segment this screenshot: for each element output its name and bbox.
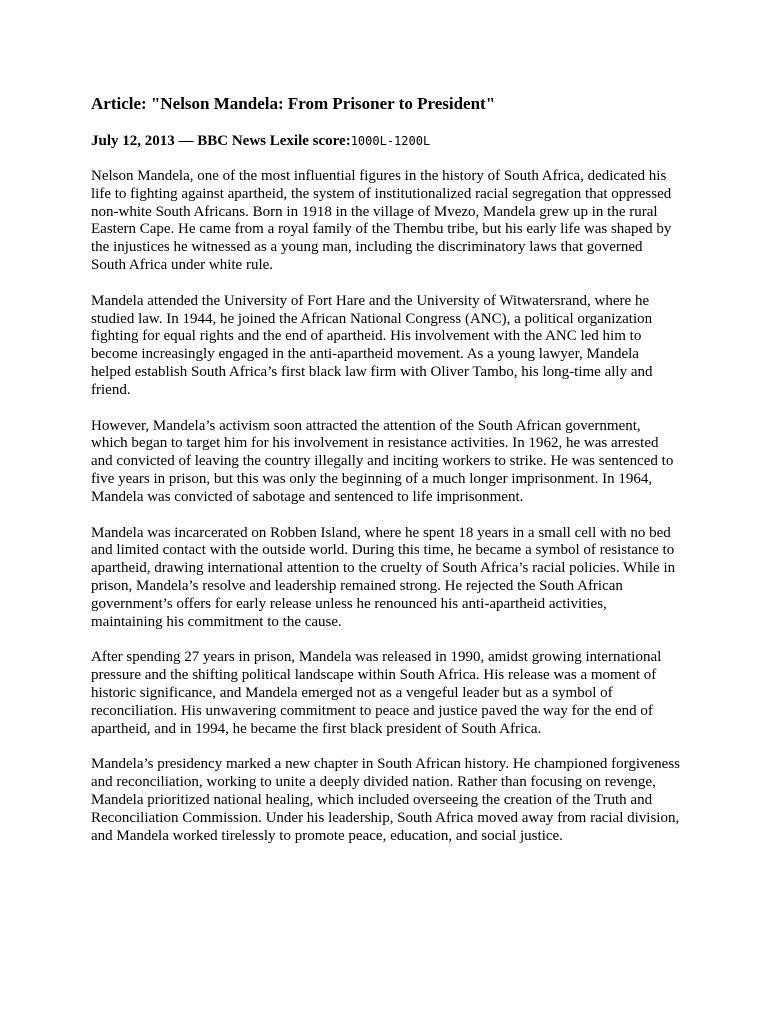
article-date-source: July 12, 2013 — BBC News Lexile score: xyxy=(91,133,351,149)
document-page xyxy=(91,93,681,863)
lexile-score: 1000L-1200L xyxy=(350,134,431,148)
paragraph-3: However, Mandela’s activism soon attracted the attention of the South African government, which began to target him for his involvement in resistance activities. In 1962, he was arrested and convicted of leaving the country illegally and inciting workers to strike. He was sentenced to five years in prison, but this was only the beginning of a much longer imprisonment. In 1964, Mandela was convicted of sabotage and sentenced to life imprisonment. xyxy=(91,417,674,505)
paragraph-4: Mandela was incarcerated on Robben Island, where he spent 18 years in a small cell with no bed and limited contact with the outside world. During this time, he became a symbol of resistance to apartheid, drawing international attention to the cruelty of South Africa’s racial policies. While in prison, Mandela’s resolve and leadership remained strong. He rejected the South African government’s offers for early release unless he renounced his anti-apartheid activities, maintaining his commitment to the cause. xyxy=(91,524,676,630)
paragraph-6: Mandela’s presidency marked a new chapter in South African history. He championed forgiveness and reconciliation, working to unite a deeply divided nation. Rather than focusing on revenge, Mandela prioritized national healing, which included overseeing the creation of the Truth and Reconciliation Commission. Under his leadership, South Africa moved away from racial division, and Mandela worked tirelessly to promote peace, education, and social justice. xyxy=(91,756,680,844)
paragraph-5: After spending 27 years in prison, Mandela was released in 1990, amidst growing international pressure and the shifting political landscape within South Africa. His release was a moment of historic significance, and Mandela emerged not as a vengeful leader but as a symbol of reconciliation. His unwavering commitment to peace and justice paved the way for the end of apartheid, and in 1994, he became the first black president of South Africa. xyxy=(91,649,662,737)
article-meta xyxy=(91,132,681,150)
paragraph-2: Mandela attended the University of Fort Hare and the University of Witwatersrand, where he studied law. In 1944, he joined the African National Congress (ANC), a political organization fighting for equal rights and the end of apartheid. His involvement with the ANC led him to become increasingly engaged in the anti-apartheid movement. As a young lawyer, Mandela helped establish South Africa’s first black law firm with Oliver Tambo, his long-time ally and friend. xyxy=(91,292,653,398)
paragraph-1: Nelson Mandela, one of the most influential figures in the history of South Africa, dedicated his life to fighting against apartheid, the system of institutionalized racial segregation that oppressed non-white South Africans. Born in 1918 in the village of Mvezo, Mandela grew up in the rural Eastern Cape. He came from a royal family of the Thembu tribe, but his early life was shaped by the injustices he witnessed as a young man, including the discriminatory laws that governed South Africa under white rule. xyxy=(91,168,672,273)
article-title: Article: "Nelson Mandela: From Prisoner to President" xyxy=(91,94,496,113)
